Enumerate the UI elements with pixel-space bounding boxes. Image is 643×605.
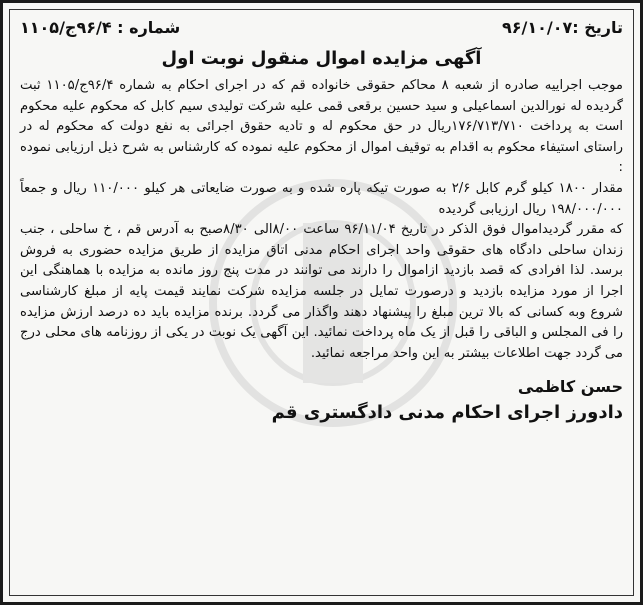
- notice-body: [20, 76, 623, 364]
- notice-title: آگهی مزایده اموال منقول نوبت اول: [161, 48, 482, 69]
- notice-number: شماره : ۹۶/۴ج/۱۱۰۵: [20, 18, 181, 37]
- paragraph-auction-details: که مقرر گردیداموال فوق الذکر در تاریخ ۹۶/۱۱/۰۴ ساعت ۸/۰۰الی ۸/۳۰صبح به آدرس قم ، خ ساحلی ، جنب زندان ساحلی دادگاه های حقوقی واحد اجرای احکام مدنی اتاق مزایده از طریق مزایده حضوری به فروش برسد. لذا افرادی که قصد بازدید ازاموال را دارند می توانند در مدت پنج روز مانده به مزایده با هماهنگی این اجرا از مورد مزایده بازدید و درصورت تمایل در جلسه مزایده شرکت نمایند قیمت پایه از مبلغ کارشناسی شروع وبه کسانی که بالا ترین مبلغ را پیشنهاد دهند واگذار می گردد. برنده مزایده باید ده درصد ارزش مزایده را فی المجلس و الباقی را قبل از یک ماه پرداخت نمائید. این آگهی یک نوبت در یکی از روزنامه های محلی درج می گردد جهت اطلاعات بیشتر به این واحد مراجعه نمائید.: [20, 222, 623, 361]
- paragraph-quantity: مقدار ۱۸۰۰ کیلو گرم کابل ۲/۶ به صورت تیکه پاره شده و به صورت ضایعاتی هر کیلو ۱۱۰/۰۰۰ ریال و جمعاً ۱۹۸/۰۰۰/۰۰۰ ریال ارزیابی گردیده: [20, 180, 623, 217]
- signature-block: [20, 376, 623, 424]
- notice-header: [20, 18, 623, 38]
- signatory-name: حسن کاظمی: [517, 377, 623, 397]
- notice-frame: [9, 9, 634, 596]
- paragraph-intro: موجب اجراییه صادره از شعبه ۸ محاکم حقوقی خانواده قم که در اجرای احکام به شماره ۹۶/۴ج/۱۱۰۵ ثبت گردیده له نورالدین اسماعیلی و سید حسین برقعی قمی علیه شرکت تولیدی سیم کابل که محکوم علیه محکوم است به پرداخت ۱۷۶/۷۱۳/۷۱۰ریال در حق محکوم له و تادیه حقوق اجرائی به نفع دولت که محکوم له در راستای استیفاء محکوم به اقدام به توقیف اموال از محکوم علیه نموده که کارشناس به شرح ذیل ارزیابی نموده :: [20, 78, 624, 176]
- notice-date: تاریخ :۹۶/۱۰/۰۷: [501, 18, 623, 37]
- signatory-role: دادورز اجرای احکام مدنی دادگستری قم: [271, 402, 623, 424]
